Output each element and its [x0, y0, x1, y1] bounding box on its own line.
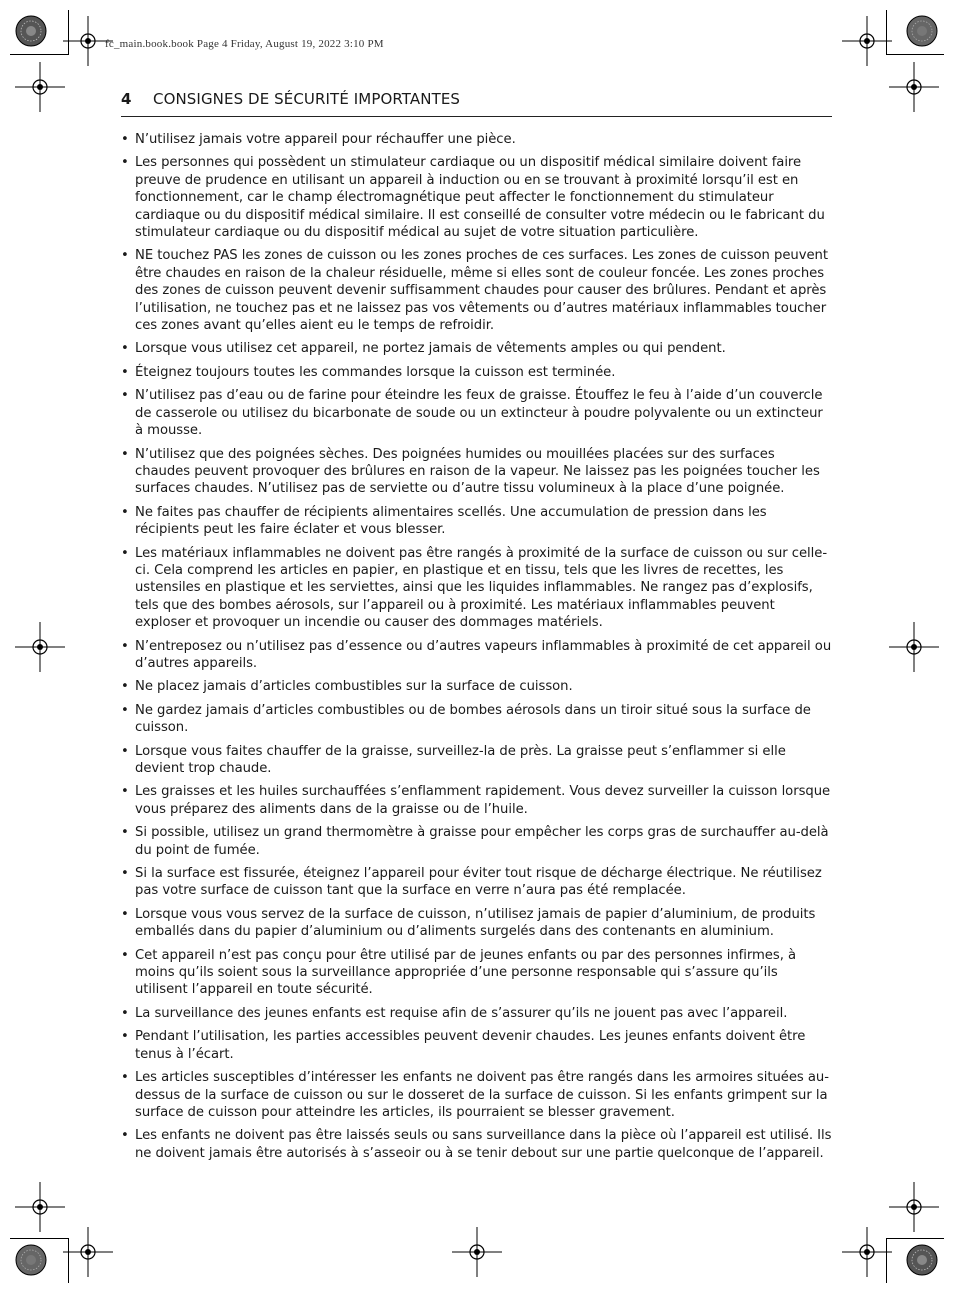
registration-mark-icon — [15, 622, 65, 672]
list-item: • Les graisses et les huiles surchauffées s’enflamment rapidement. Vous devez surveiller la cuisson lorsque vous préparez des aliments dans de la graisse ou de l’huile. — [121, 783, 833, 818]
running-header — [121, 89, 832, 117]
page-title: CONSIGNES DE SÉCURITÉ IMPORTANTES — [153, 90, 461, 108]
list-item: • Pendant l’utilisation, les parties accessibles peuvent devenir chaudes. Les jeunes enfants doivent être tenus à l’écart. — [121, 1028, 833, 1063]
list-item: • La surveillance des jeunes enfants est requise afin de s’assurer qu’ils ne jouent pas avec l’appareil. — [121, 1005, 833, 1022]
list-item: • N’entreposez ou n’utilisez pas d’essence ou d’autres vapeurs inflammables à proximité de cet appareil ou d’autres appareils. — [121, 638, 833, 673]
list-item: • Lorsque vous faites chauffer de la graisse, surveillez-la de près. La graisse peut s’enflammer si elle devient trop chaude. — [121, 743, 833, 778]
registration-mark-icon — [842, 16, 892, 66]
registration-mark-icon — [889, 1182, 939, 1232]
page-number: 4 — [121, 90, 132, 108]
list-item: • Les articles susceptibles d’intéresser les enfants ne doivent pas être rangés dans les armoires situées au-dessus de la surface de cuisson ou sur le dosseret de la surface de cuisson. Si les enfants grimpent sur la surface de cuisson pour atteindre les articles, ils pourraient se blesser gravement. — [121, 1069, 833, 1121]
crop-mark — [886, 1238, 944, 1239]
list-item: • Ne gardez jamais d’articles combustibles ou de bombes aérosols dans un tiroir situé sous la surface de cuisson. — [121, 702, 833, 737]
list-item: • N’utilisez pas d’eau ou de farine pour éteindre les feux de graisse. Étouffez le feu à l’aide d’un couvercle de casserole ou utilisez du bicarbonate de soude ou un extincteur à poudre polyvalente ou un extincteur à mousse. — [121, 387, 833, 439]
list-item: • Les enfants ne doivent pas être laissés seuls ou sans surveillance dans la pièce où l’appareil est utilisé. Ils ne doivent jamais être autorisés à s’asseoir ou à se tenir debout sur une partie quelconque de l’appareil. — [121, 1127, 833, 1162]
list-item: • Les matériaux inflammables ne doivent pas être rangés à proximité de la surface de cuisson ou sur celle-ci. Cela comprend les articles en papier, en plastique et en tissu, tels que les livres de recettes, les ustensiles en plastique et les serviettes, ainsi que les liquides inflammables. Ne rangez pas d’explosifs, tels que des bombes aérosols, sur l’appareil ou à proximité. Les matériaux inflammables peuvent exploser et provoquer un incendie ou causer des dommages matériels. — [121, 545, 833, 632]
crop-mark — [10, 54, 68, 55]
registration-mark-icon — [889, 62, 939, 112]
list-item: • N’utilisez que des poignées sèches. Des poignées humides ou mouillées placées sur des surfaces chaudes peuvent provoquer des brûlures en raison de la vapeur. Ne laissez pas les poignées toucher les surfaces chaudes. N’utilisez pas de serviette ou d’autre tissu volumineux à la place d’une poignée. — [121, 446, 833, 498]
registration-mark-icon — [63, 1227, 113, 1277]
starburst-target-icon — [906, 15, 938, 47]
starburst-target-icon — [15, 1244, 47, 1276]
list-item: • Cet appareil n’est pas conçu pour être utilisé par de jeunes enfants ou par des personnes infirmes, à moins qu’ils soient sous la surveillance appropriée d’une personne responsable qui s’assure qu’ils utilisent l’appareil en toute sécurité. — [121, 947, 833, 999]
registration-mark-icon — [63, 16, 113, 66]
starburst-target-icon — [15, 15, 47, 47]
registration-mark-icon — [889, 622, 939, 672]
list-item: • N’utilisez jamais votre appareil pour réchauffer une pièce. — [121, 131, 833, 148]
list-item: • Ne placez jamais d’articles combustibles sur la surface de cuisson. — [121, 678, 833, 695]
print-slug: fc_main.book.book Page 4 Friday, August 19, 2022 3:10 PM — [105, 38, 384, 50]
list-item: • Ne faites pas chauffer de récipients alimentaires scellés. Une accumulation de pression dans les récipients peut les faire éclater et vous blesser. — [121, 504, 833, 539]
registration-mark-icon — [842, 1227, 892, 1277]
crop-mark — [886, 54, 944, 55]
bullet-list — [121, 131, 833, 1162]
list-item: • Les personnes qui possèdent un stimulateur cardiaque ou un dispositif médical similaire doivent faire preuve de prudence en utilisant un appareil à induction ou en se trouvant à proximité lorsqu’il est en fonctionnement, car le champ électromagnétique peut affecter le fonctionnement du stimulateur cardiaque ou du dispositif médical similaire. Il est conseillé de consulter votre médecin ou le fabricant du stimulateur cardiaque ou du dispositif médical au sujet de votre situation particulière. — [121, 154, 833, 241]
list-item: • Si la surface est fissurée, éteignez l’appareil pour éviter tout risque de décharge électrique. Ne réutilisez pas votre surface de cuisson tant que la surface en verre n’aura pas été remplacée. — [121, 865, 833, 900]
list-item: • NE touchez PAS les zones de cuisson ou les zones proches de ces surfaces. Les zones de cuisson peuvent être chaudes en raison de la chaleur résiduelle, même si elles sont de couleur foncée. Les zones proches des zones de cuisson peuvent devenir suffisamment chaudes pour causer des brûlures. Pendant et après l’utilisation, ne touchez pas et ne laissez pas vos vêtements ou d’autres matériaux inflammables toucher ces zones avant qu’elles aient eu le temps de refroidir. — [121, 247, 833, 334]
safety-instructions — [121, 131, 833, 1168]
crop-mark — [10, 1238, 68, 1239]
list-item: • Lorsque vous vous servez de la surface de cuisson, n’utilisez jamais de papier d’aluminium, de produits emballés dans du papier d’aluminium ou d’aliments surgelés dans des contenants en aluminium. — [121, 906, 833, 941]
list-item: • Éteignez toujours toutes les commandes lorsque la cuisson est terminée. — [121, 364, 833, 381]
registration-mark-icon — [15, 1182, 65, 1232]
starburst-target-icon — [906, 1244, 938, 1276]
list-item: • Si possible, utilisez un grand thermomètre à graisse pour empêcher les corps gras de surchauffer au-delà du point de fumée. — [121, 824, 833, 859]
registration-mark-icon — [15, 62, 65, 112]
registration-mark-icon — [452, 1227, 502, 1277]
list-item: • Lorsque vous utilisez cet appareil, ne portez jamais de vêtements amples ou qui pendent. — [121, 340, 833, 357]
